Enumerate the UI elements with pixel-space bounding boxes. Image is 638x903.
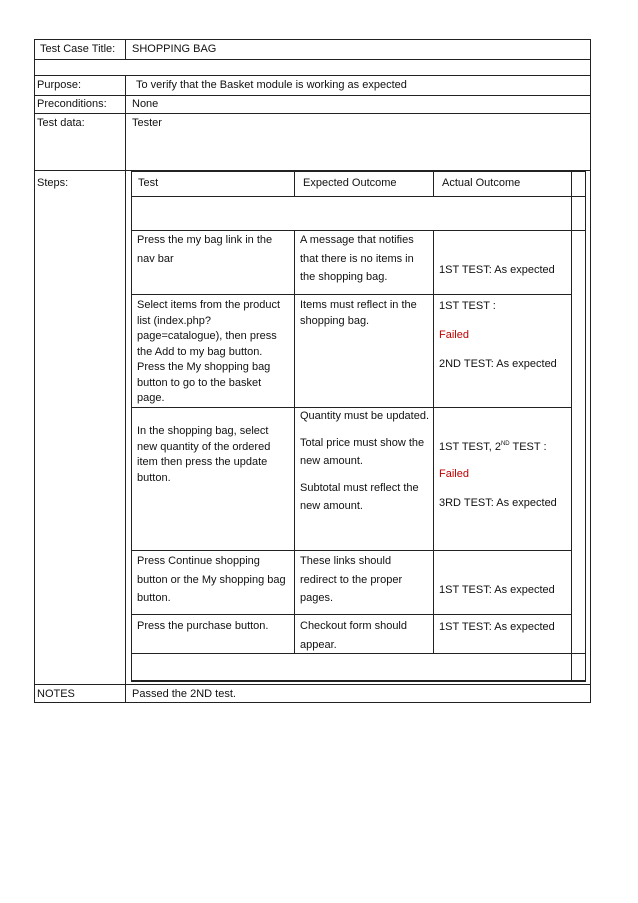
step-3-expected (300, 407, 430, 516)
step-3-test: In the shopping bag, select new quantity of the ordered item then press the update button. (137, 425, 271, 484)
step-2-actual-failed: Failed (439, 329, 469, 341)
column-header-expected: Expected Outcome (303, 177, 397, 189)
column-header-actual: Actual Outcome (442, 177, 521, 189)
column-divider (125, 75, 126, 703)
steps-table-top (131, 171, 585, 172)
preconditions-value: None (132, 98, 159, 110)
steps-row-divider (131, 550, 571, 551)
purpose-value: To verify that the Basket module is working as expected (136, 79, 407, 91)
steps-col-divider (294, 230, 295, 653)
steps-col-divider (433, 230, 434, 653)
step-1-test: Press the my bag link in the nav bar (137, 234, 273, 265)
notes-value: Passed the 2ND test. (132, 688, 236, 700)
test-data-value: Tester (132, 117, 162, 129)
step-5-actual: 1ST TEST: As expected (439, 621, 555, 633)
step-5-expected: Checkout form should appear. (300, 620, 407, 651)
steps-col-divider (294, 171, 295, 196)
steps-col-divider (131, 171, 132, 682)
steps-col-divider (433, 171, 434, 196)
step-4-test: Press Continue shopping button or the My shopping bag button. (137, 555, 286, 604)
test-data-label: Test data: (37, 117, 85, 129)
row-divider (34, 59, 591, 60)
steps-col-divider (585, 171, 586, 682)
step-3-actual-1: 1ST TEST, 2ND TEST : (439, 441, 547, 453)
step-2-actual-2: 2ND TEST: As expected (439, 358, 557, 370)
notes-label: NOTES (37, 688, 75, 700)
row-divider (34, 113, 591, 114)
steps-col-divider (571, 171, 572, 682)
purpose-label: Purpose: (37, 79, 82, 91)
steps-row-divider (131, 294, 571, 295)
step-3-actual-2: 3RD TEST: As expected (439, 497, 557, 509)
step-3-expected-3: Subtotal must reflect the new amount. (300, 481, 419, 512)
step-2-actual-1: 1ST TEST : (439, 300, 496, 312)
steps-table-bottom (131, 680, 585, 682)
step-4-expected: These links should redirect to the proper pages. (300, 555, 403, 604)
preconditions-label: Preconditions: (37, 98, 107, 110)
step-1-actual: 1ST TEST: As expected (439, 264, 555, 276)
step-2-expected: Items must reflect in the shopping bag. (300, 299, 417, 327)
title-value: SHOPPING BAG (132, 43, 217, 55)
row-divider (34, 75, 591, 76)
step-4-actual: 1ST TEST: As expected (439, 584, 555, 596)
column-header-test: Test (138, 177, 159, 189)
steps-row-divider (131, 196, 585, 197)
step-2-test: Select items from the product list (index.php?page=catalogue), then press the Add to my bag button. Press the My shopping bag button to go to the basket page. (137, 299, 281, 404)
step-3-expected-1: Quantity must be updated. (300, 410, 430, 422)
step-1-expected: A message that notifies that there is no items in the shopping bag. (300, 234, 414, 283)
step-3-actual-failed: Failed (439, 468, 469, 480)
step-3-expected-2: Total price must show the new amount. (300, 436, 425, 467)
column-divider (125, 39, 126, 59)
steps-label: Steps: (37, 177, 69, 189)
title-label: Test Case Title: (40, 43, 116, 55)
row-divider (34, 95, 591, 96)
steps-row-divider (131, 614, 571, 615)
row-divider (34, 684, 591, 685)
step-5-test: Press the purchase button. (137, 620, 269, 632)
